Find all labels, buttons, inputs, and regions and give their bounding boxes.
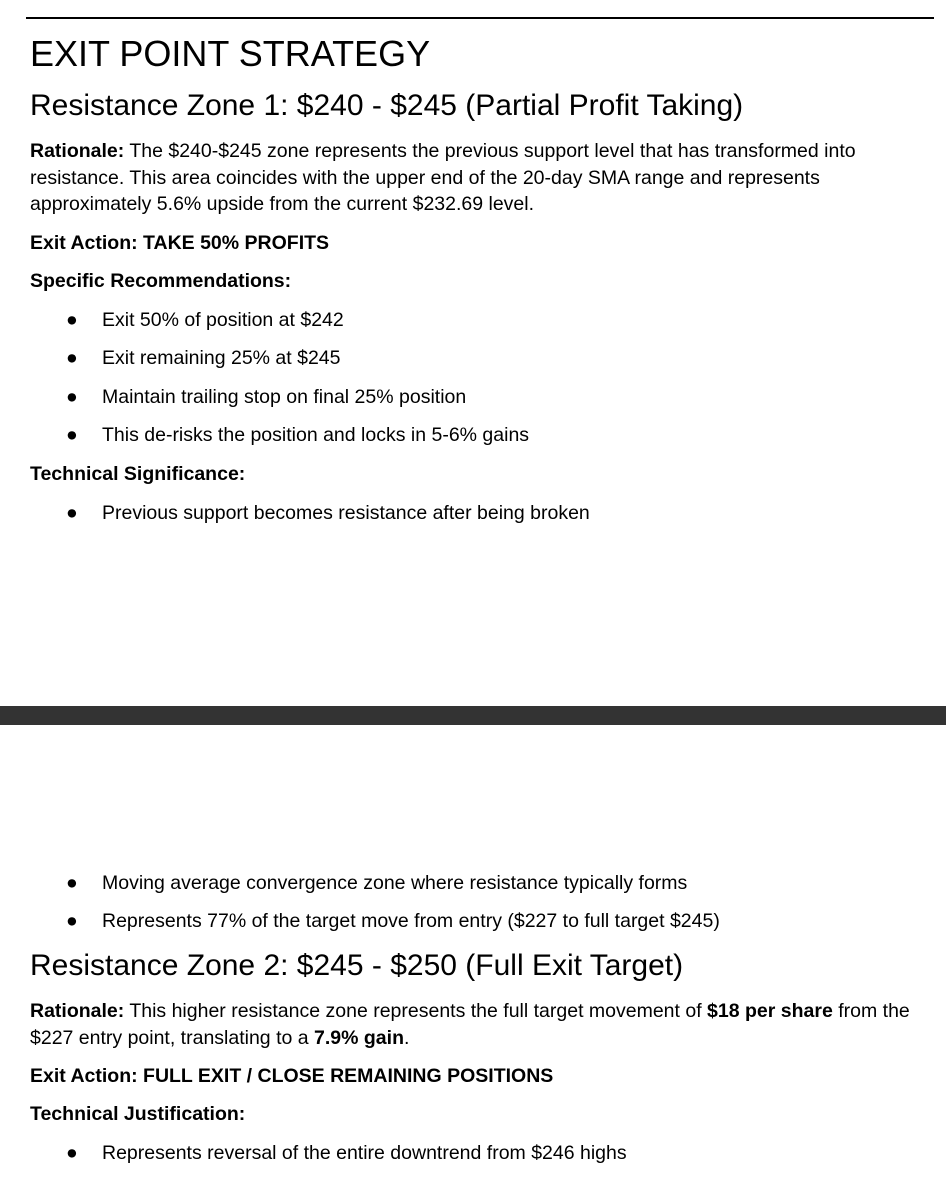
- recommendation-item: ● Exit 50% of position at $242: [66, 309, 344, 331]
- bullet-icon: ●: [66, 424, 78, 446]
- bullet-icon: ●: [66, 347, 78, 369]
- zone2-technical-label: Technical Justification:: [30, 1103, 246, 1125]
- recommendation-item: ● This de-risks the position and locks in 5-6% gains: [66, 424, 530, 446]
- technical-item: ● Represents 77% of the target move from entry ($227 to full target $245): [66, 910, 720, 932]
- document-page-2: [0, 725, 946, 1177]
- bullet-icon: ●: [66, 502, 78, 524]
- zone1-technical-label: Technical Significance:: [30, 463, 246, 485]
- technical-item: ● Represents reversal of the entire downtrend from $246 highs: [66, 1142, 627, 1164]
- bullet-icon: ●: [66, 309, 78, 331]
- bullet-icon: ●: [66, 1142, 78, 1164]
- zone1-rationale: [30, 138, 930, 218]
- technical-item: ● Previous support becomes resistance after being broken: [66, 502, 590, 524]
- page-break-bar: [0, 706, 946, 725]
- zone2-rationale: Rationale: This higher resistance zone represents the full target movement of $18 per share from the $227 entry point, translating to a 7.9% gain.: [30, 1000, 910, 1049]
- top-rule: [26, 17, 934, 19]
- zone2-exit-action: Exit Action: FULL EXIT / CLOSE REMAINING POSITIONS: [30, 1065, 554, 1087]
- zone1-rationale-text: The $240-$245 zone represents the previous support level that has transformed into resistance. This area coincides with the upper end of the 20-day SMA range and represents approximately 5.6% upside from the current $232.69 level.: [30, 140, 856, 215]
- zone2-rationale-label: Rationale:: [30, 1000, 125, 1022]
- zone1-specific-label: Specific Recommendations:: [30, 270, 292, 292]
- recommendation-item: ● Maintain trailing stop on final 25% position: [66, 386, 467, 408]
- zone2-heading: Resistance Zone 2: $245 - $250 (Full Exit Target): [30, 949, 684, 982]
- bullet-icon: ●: [66, 910, 78, 932]
- zone1-rationale-label: Rationale:: [30, 140, 125, 162]
- bullet-icon: ●: [66, 386, 78, 408]
- page-title: EXIT POINT STRATEGY: [30, 33, 431, 74]
- zone1-heading: Resistance Zone 1: $240 - $245 (Partial Profit Taking): [30, 89, 744, 122]
- recommendation-item: ● Exit remaining 25% at $245: [66, 347, 341, 369]
- technical-item: ● Moving average convergence zone where resistance typically forms: [66, 872, 688, 894]
- bullet-icon: ●: [66, 872, 78, 894]
- zone1-exit-action: Exit Action: TAKE 50% PROFITS: [30, 232, 330, 254]
